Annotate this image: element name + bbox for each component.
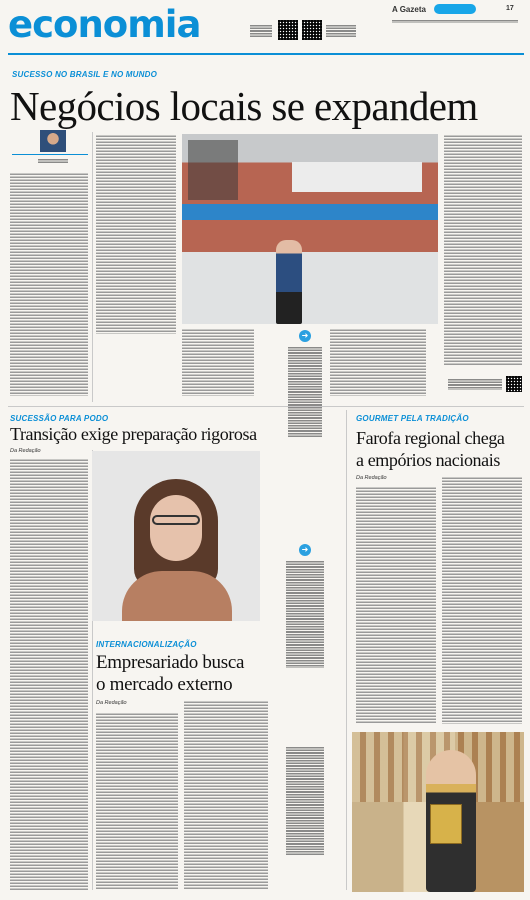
transition-headline: Transição exige preparação rigorosa <box>10 424 257 444</box>
main-col1-text <box>10 172 88 396</box>
header-rule <box>8 53 524 55</box>
transition-photo <box>92 451 260 621</box>
farofa-headline-1: Farofa regional chega <box>356 428 505 448</box>
farofa-headline-2: a empórios nacionais <box>356 450 500 470</box>
transition-col1-text <box>10 458 88 890</box>
farofa-col2-text <box>442 476 522 724</box>
main-col4-text <box>444 134 522 366</box>
woman-face <box>150 495 202 561</box>
section-rule <box>8 406 524 407</box>
arrow-circle-icon-2: ➜ <box>299 544 311 556</box>
export-side-caption <box>286 746 324 856</box>
main-photo-caption <box>288 346 322 438</box>
farofa-photo <box>352 732 524 892</box>
farofa-byline: Da Redação <box>356 475 387 481</box>
main-headline: Negócios locais se expandem <box>10 83 478 129</box>
person-figure <box>276 240 302 324</box>
qr-caption <box>448 378 502 390</box>
header-info-box <box>250 18 360 44</box>
export-kicker: INTERNACIONALIZAÇÃO <box>96 640 197 649</box>
author-rule <box>12 154 88 155</box>
header-info-text-2 <box>326 24 356 38</box>
woman-glasses <box>152 515 200 525</box>
page-number: 17 <box>506 5 514 12</box>
author-name <box>38 158 68 163</box>
col-divider <box>92 132 93 402</box>
main-kicker: SUCESSO NO BRASIL E NO MUNDO <box>12 70 158 79</box>
transition-byline: Da Redação <box>10 448 41 454</box>
author-photo <box>40 130 66 152</box>
transition-photo-caption <box>286 560 324 668</box>
farofa-col1-text <box>356 486 436 724</box>
section-title: economia <box>8 3 201 46</box>
main-photo <box>182 134 438 324</box>
transition-kicker: SUCESSÃO PARA PODO <box>10 414 109 423</box>
main-col2b-text <box>182 328 254 396</box>
export-headline-1: Empresariado busca <box>96 652 245 673</box>
building-lettering <box>188 140 238 200</box>
building-logo-wall <box>292 162 422 192</box>
header-info-text <box>250 24 272 38</box>
dateline <box>392 19 518 23</box>
export-col1-text <box>96 712 178 890</box>
col-divider-3 <box>346 410 347 890</box>
woman-jacket <box>122 571 232 621</box>
export-byline: Da Redação <box>96 700 127 706</box>
header-qr-code-icon <box>278 20 298 40</box>
export-headline-2: o mercado externo <box>96 674 233 695</box>
paper-logo <box>434 4 476 14</box>
header-qr-code-icon-2 <box>302 20 322 40</box>
main-col2-text <box>96 134 176 334</box>
arrow-circle-icon: ➜ <box>299 330 311 342</box>
qr-code-icon <box>506 376 522 392</box>
product-package <box>430 804 462 844</box>
building-blue-band <box>182 204 438 220</box>
farofa-kicker: GOURMET PELA TRADIÇÃO <box>356 414 469 423</box>
main-col3b-text <box>330 328 426 396</box>
paper-name: A Gazeta <box>392 5 426 14</box>
export-col2-text <box>184 700 268 890</box>
